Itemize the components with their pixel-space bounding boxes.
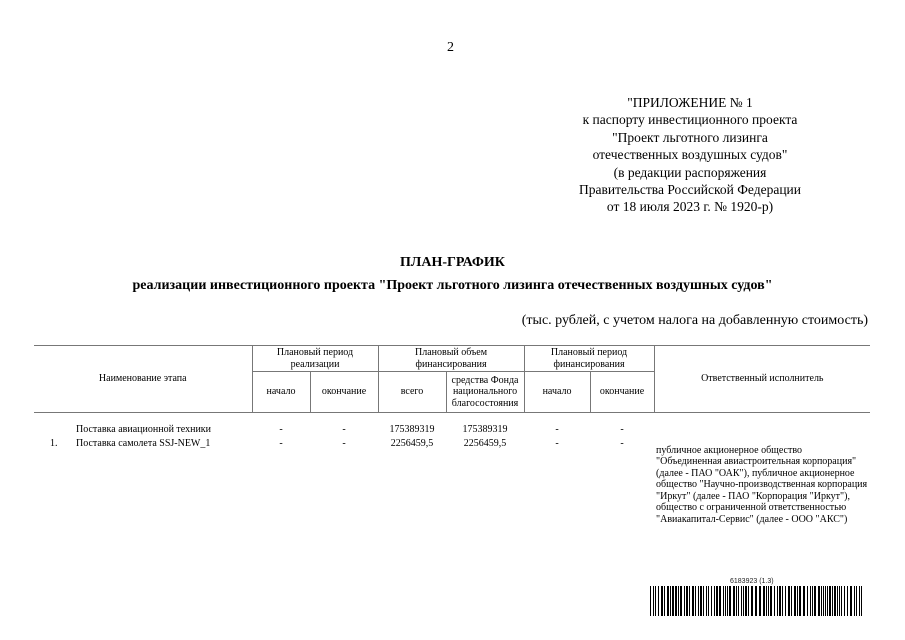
barcode-bar [818,586,820,616]
appendix-line: "ПРИЛОЖЕНИЕ № 1 [627,95,753,110]
barcode-bar [675,586,677,616]
barcode-bar [751,586,753,616]
barcode-bar [777,586,778,616]
barcode-bar [678,586,679,616]
barcode-bar [711,586,712,616]
barcode-bar [834,586,836,616]
barcode-bar [785,586,786,616]
barcode-bar [672,586,674,616]
row-start: - [279,424,283,435]
barcode-bar [708,586,709,616]
barcode-bar [653,586,654,616]
barcode-bar [807,586,808,616]
document-subtitle: реализации инвестиционного проекта "Проект льготного лизинга отечественных воздушных судов" [132,278,773,293]
row-name-text: Поставка самолета SSJ-NEW_1 [76,437,211,449]
row-start: - [279,437,283,449]
barcode-bar [854,586,855,616]
barcode-bar [650,586,651,616]
barcode-bar [821,586,822,616]
barcode-bar [748,586,749,616]
barcode-bar [680,586,682,616]
barcode-bar [738,586,739,616]
header-financing-period: Плановый период финансирования [524,346,654,372]
header-fin-end: окончание [590,372,654,413]
barcode-bar [799,586,801,616]
barcode-bar [797,586,798,616]
appendix-line: Правительства Российской Федерации [579,182,801,198]
barcode-bar [689,586,690,616]
header-total: всего [378,372,446,413]
barcode-bar [759,586,761,616]
barcode-bar [692,586,694,616]
barcode-bar [658,586,659,616]
row-responsible [654,423,870,437]
barcode-bar [766,586,767,616]
barcode-bar [825,586,826,616]
row-total: 175389319 [389,424,435,435]
units-note: (тыс. рублей, с учетом налога на добавленную стоимость) [521,313,868,328]
barcode-bar [788,586,790,616]
barcode-bar [844,586,845,616]
barcode-bar [812,586,813,616]
barcode-bar [839,586,840,616]
barcode-bar [803,586,805,616]
barcode-bar [703,586,704,616]
row-fin-end: - [620,424,624,435]
barcode-bar [698,586,699,616]
table-row [34,437,870,527]
barcode-bar [719,586,721,616]
barcode-bar [829,586,831,616]
page-number: 2 [447,40,454,55]
barcode-bar [716,586,718,616]
barcode-bar [736,586,737,616]
barcode-label: 6183923 (1.3) [730,578,774,585]
row-responsible: публичное акционерное общество "Объединенная авиастроительная корпорация" (далее - ПАО "ОАК"), публичное акционерное общество "Научно-производственная корпорация "Иркут" (далее - ПАО "Корпорация "Иркут"), общество с ограниченной ответственностью "Авиакапитал-Сервис" (далее - ООО "АКС") [656,444,868,526]
row-end: - [342,424,346,435]
barcode-bar [743,586,744,616]
barcode-bar [725,586,726,616]
row-fin-end: - [620,437,624,449]
barcode-bar [695,586,696,616]
header-end: окончание [310,372,378,413]
row-fund: 2256459,5 [463,437,507,449]
header-fund: средства Фонда национального благосостояния [446,372,524,413]
row-name-text: Поставка авиационной техники [76,424,212,435]
barcode-bar [684,586,685,616]
row-name [34,423,252,437]
barcode-bar [774,586,775,616]
barcode-bar [823,586,824,616]
row-fin-start: - [555,437,559,449]
barcode-bar [661,586,663,616]
appendix-line: отечественных воздушных судов" [592,147,788,163]
row-fund: 175389319 [462,424,508,435]
barcode-bar [755,586,757,616]
barcode-bar [791,586,792,616]
barcode-bar [779,586,781,616]
barcode-bar [714,586,715,616]
barcode-bar [814,586,816,616]
barcode-bar [723,586,724,616]
row-total: 2256459,5 [390,437,434,449]
barcode-bar [782,586,783,616]
barcode-bar [741,586,742,616]
barcode-bar [706,586,707,616]
table-row [34,423,870,437]
barcode-bar [794,586,796,616]
barcode-bar [841,586,842,616]
header-realization-period: Плановый период реализации [252,346,378,372]
header-start: начало [252,372,310,413]
barcode-bar [810,586,811,616]
row-name [34,437,252,527]
header-fin-start: начало [524,372,590,413]
barcode-bar [667,586,669,616]
barcode-bar [655,586,656,616]
appendix-line: к паспорту инвестиционного проекта [582,112,798,128]
barcode-bar [832,586,833,616]
barcode-image [650,586,865,616]
document-title: ПЛАН-ГРАФИК [400,255,505,270]
header-responsible: Ответственный исполнитель [654,346,870,413]
barcode-bar [770,586,772,616]
barcode-bar [861,586,862,616]
appendix-line: (в редакции распоряжения [613,164,767,180]
appendix-block [550,94,830,216]
barcode-bar [700,586,702,616]
barcode-bar [763,586,765,616]
barcode-bar [729,586,731,616]
barcode-bar [670,586,671,616]
row-fin-start: - [555,424,559,435]
barcode-bar [837,586,838,616]
appendix-line: "Проект льготного лизинга [612,129,768,145]
barcode-bar [768,586,769,616]
appendix-line: от 18 июля 2023 г. № 1920-р) [606,199,774,215]
barcode-bar [733,586,735,616]
barcode-bar [856,586,857,616]
row-num: 1. [50,437,58,449]
plan-schedule-table [34,345,870,527]
barcode-bar [727,586,728,616]
row-end: - [342,437,346,449]
header-financing-volume: Плановый объем финансирования [378,346,524,372]
barcode-bar [686,586,688,616]
barcode-bar [847,586,848,616]
barcode-bar [859,586,860,616]
barcode-bar [664,586,665,616]
header-stage-name: Наименование этапа [34,346,252,413]
barcode-bar [827,586,828,616]
barcode-bar [745,586,747,616]
barcode-bar [850,586,852,616]
